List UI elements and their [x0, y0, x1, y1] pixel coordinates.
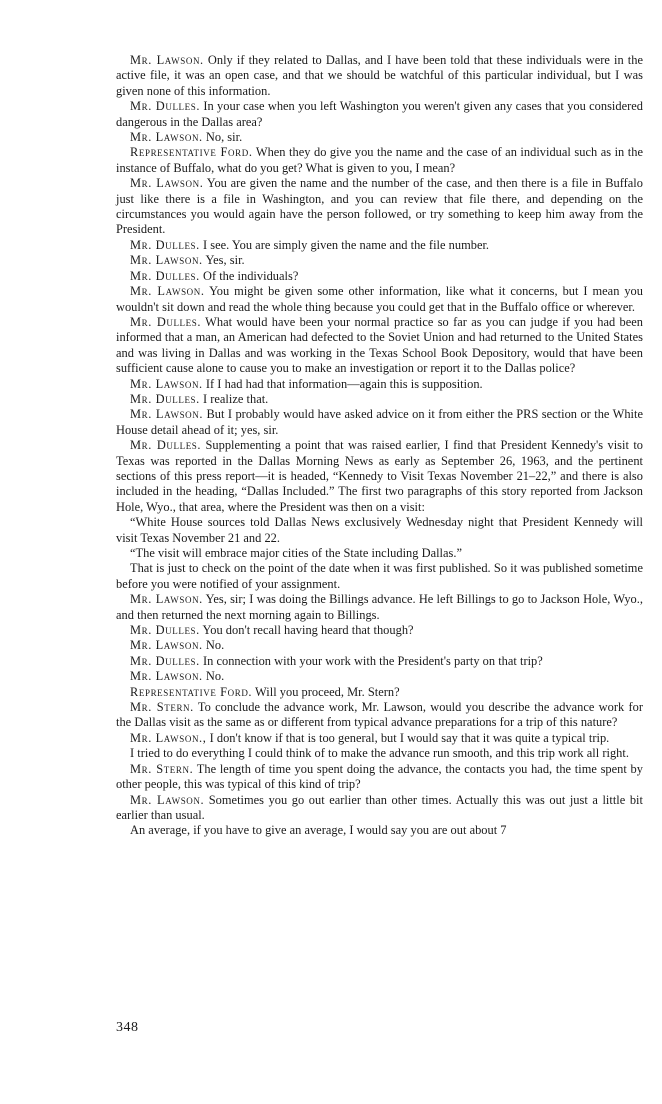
transcript-paragraph — [116, 99, 643, 130]
paragraph-text: Yes, sir. — [205, 253, 245, 268]
speaker-name: Mr. Lawson. — [130, 284, 205, 299]
transcript-paragraph — [116, 269, 643, 284]
speaker-name: Representative Ford. — [130, 145, 253, 160]
transcript-paragraph — [116, 731, 643, 746]
transcript-paragraph — [116, 823, 643, 838]
speaker-name: Mr. Stern. — [130, 761, 194, 776]
transcript-paragraph — [116, 654, 643, 669]
transcript-paragraph — [116, 315, 643, 377]
paragraph-text: In your case when you left Washington you weren't given any cases that you considered dangerous in the Dallas area? — [116, 99, 643, 129]
transcript-paragraph — [116, 762, 643, 793]
transcript-paragraph — [116, 377, 643, 392]
speaker-name: Mr. Dulles. — [130, 438, 202, 453]
transcript-paragraph — [116, 623, 643, 638]
transcript-paragraph — [116, 238, 643, 253]
speaker-name: Mr. Dulles. — [130, 237, 200, 252]
paragraph-text: Sometimes you go out earlier than other times. Actually this was out just a little bit earlier than usual. — [116, 792, 643, 822]
transcript-paragraph — [116, 793, 643, 824]
speaker-name: Mr. Lawson. — [130, 407, 204, 422]
speaker-name: Mr. Lawson. — [130, 592, 203, 607]
paragraph-text: When they do give you the name and the case of an individual such as in the instance of Buffalo, what do you get? What is given to you, I mean? — [116, 145, 643, 175]
paragraph-text: “The visit will embrace major cities of the State including Dallas.” — [130, 546, 463, 560]
paragraph-text: In connection with your work with the President's party on that trip? — [202, 653, 543, 668]
transcript-paragraph — [116, 592, 643, 623]
speaker-name: Mr. Lawson. — [130, 376, 203, 391]
speaker-name: Mr. Lawson. — [130, 130, 203, 145]
transcript-paragraph — [116, 685, 643, 700]
speaker-name: Mr. Lawson. — [130, 176, 204, 191]
transcript-paragraph — [116, 407, 643, 438]
paragraph-text: You are given the name and the number of the case, and then there is a file in Buffalo just like there is a file in Washington, and you can review that file there, and depending on the circumstances you would again have the person followed, or try something to keep him away from the President. — [116, 176, 643, 237]
speaker-name: Mr. Lawson. — [130, 253, 203, 268]
speaker-name: Representative Ford. — [130, 684, 253, 699]
paragraph-text: No, sir. — [205, 130, 243, 145]
speaker-name: Mr. Lawson. — [130, 53, 204, 67]
paragraph-text: I see. You are simply given the name and the file number. — [202, 237, 490, 252]
speaker-name: Mr. Dulles. — [130, 314, 202, 329]
paragraph-text: If I had had that information—again this is supposition. — [205, 376, 483, 391]
speaker-name: Mr. Lawson. — [130, 638, 203, 653]
paragraph-text: That is just to check on the point of the date when it was first published. So it was published sometime before you were notified of your assignment. — [116, 561, 643, 591]
transcript-paragraph — [116, 176, 643, 238]
speaker-name: Mr. Stern. — [130, 700, 194, 715]
speaker-name: Mr. Lawson., — [130, 730, 207, 745]
speaker-name: Mr. Lawson. — [130, 669, 203, 684]
paragraph-text: What would have been your normal practice so far as you can judge if you had been informed that a man, an American had defected to the Soviet Union and had returned to the United States and was living in Dallas and was working in the Texas School Book Depository, would that have been sufficient cause alone to cause you to make an investigation or report it to the Dallas police? — [116, 314, 643, 376]
speaker-name: Mr. Dulles. — [130, 623, 200, 638]
paragraph-text: The length of time you spent doing the advance, the contacts you had, the time spent by other people, this was typical of this kind of trip? — [116, 761, 643, 792]
paragraph-text: Yes, sir; I was doing the Billings advance. He left Billings to go to Jackson Hole, Wyo., and then returned the next morning again to Billings. — [116, 592, 643, 622]
transcript-paragraph — [116, 669, 643, 684]
paragraph-text: But I probably would have asked advice on it from either the PRS section or the White House detail ahead of it; yes, sir. — [116, 407, 644, 437]
transcript-paragraph — [116, 284, 643, 315]
transcript-paragraph — [116, 746, 643, 761]
transcript-paragraph — [116, 130, 643, 145]
transcript-paragraph — [116, 392, 643, 407]
paragraph-text: Will you proceed, Mr. Stern? — [255, 684, 400, 699]
speaker-name: Mr. Dulles. — [130, 268, 200, 283]
transcript-paragraph — [116, 638, 643, 653]
paragraph-text: You don't recall having heard that though? — [202, 623, 414, 638]
transcript-paragraph — [116, 145, 643, 176]
speaker-name: Mr. Dulles. — [130, 391, 200, 406]
page-number: 348 — [116, 1020, 139, 1035]
paragraph-text: Of the individuals? — [202, 268, 299, 283]
transcript-paragraph — [116, 700, 643, 731]
paragraph-text: “White House sources told Dallas News exclusively Wednesday night that President Kennedy will visit Texas November 21 and 22. — [116, 515, 643, 545]
paragraph-text: I don't know if that is too general, but I would say that it was quite a typical trip. — [209, 730, 610, 745]
transcript-paragraph — [116, 561, 643, 592]
transcript-paragraph — [116, 253, 643, 268]
speaker-name: Mr. Lawson. — [130, 792, 205, 807]
transcript-paragraph — [116, 438, 643, 515]
paragraph-text: An average, if you have to give an average, I would say you are out about 7 — [130, 823, 507, 838]
transcript-paragraph — [116, 546, 643, 561]
paragraph-text: I realize that. — [202, 391, 269, 406]
paragraph-text: No. — [205, 669, 225, 684]
transcript-paragraph — [116, 53, 643, 99]
paragraph-text: To conclude the advance work, Mr. Lawson, would you describe the advance work for the Dallas visit as the same as or different from typical advance preparations for a trip of this nature? — [116, 700, 643, 730]
transcript-page — [116, 53, 643, 839]
speaker-name: Mr. Dulles. — [130, 99, 201, 114]
transcript-paragraph — [116, 515, 643, 546]
paragraph-text: Only if they related to Dallas, and I have been told that these individuals were in the active file, it was an open case, and that we should be watchful of this particular individual, but I was given none of this information. — [116, 53, 643, 98]
paragraph-text: You might be given some other information, like what it concerns, but I mean you wouldn't sit down and read the whole thing because you could get that in the Buffalo office or wherever. — [116, 284, 643, 314]
speaker-name: Mr. Dulles. — [130, 653, 200, 668]
paragraph-text: Supplementing a point that was raised earlier, I find that President Kennedy's visit to Texas was reported in the Dallas Morning News as early as September 26, 1963, and the pertinent sections of this press report—it is headed, “Kennedy to Visit Texas November 21–22,” and there is also included in the heading, “Dallas Included.” The first two paragraphs of this story reported from Jackson Hole, Wyo., that area, where the President was then on a visit: — [116, 438, 644, 514]
paragraph-text: No. — [205, 638, 225, 653]
paragraph-text: I tried to do everything I could think of to make the advance run smooth, and this trip work all right. — [130, 746, 629, 761]
